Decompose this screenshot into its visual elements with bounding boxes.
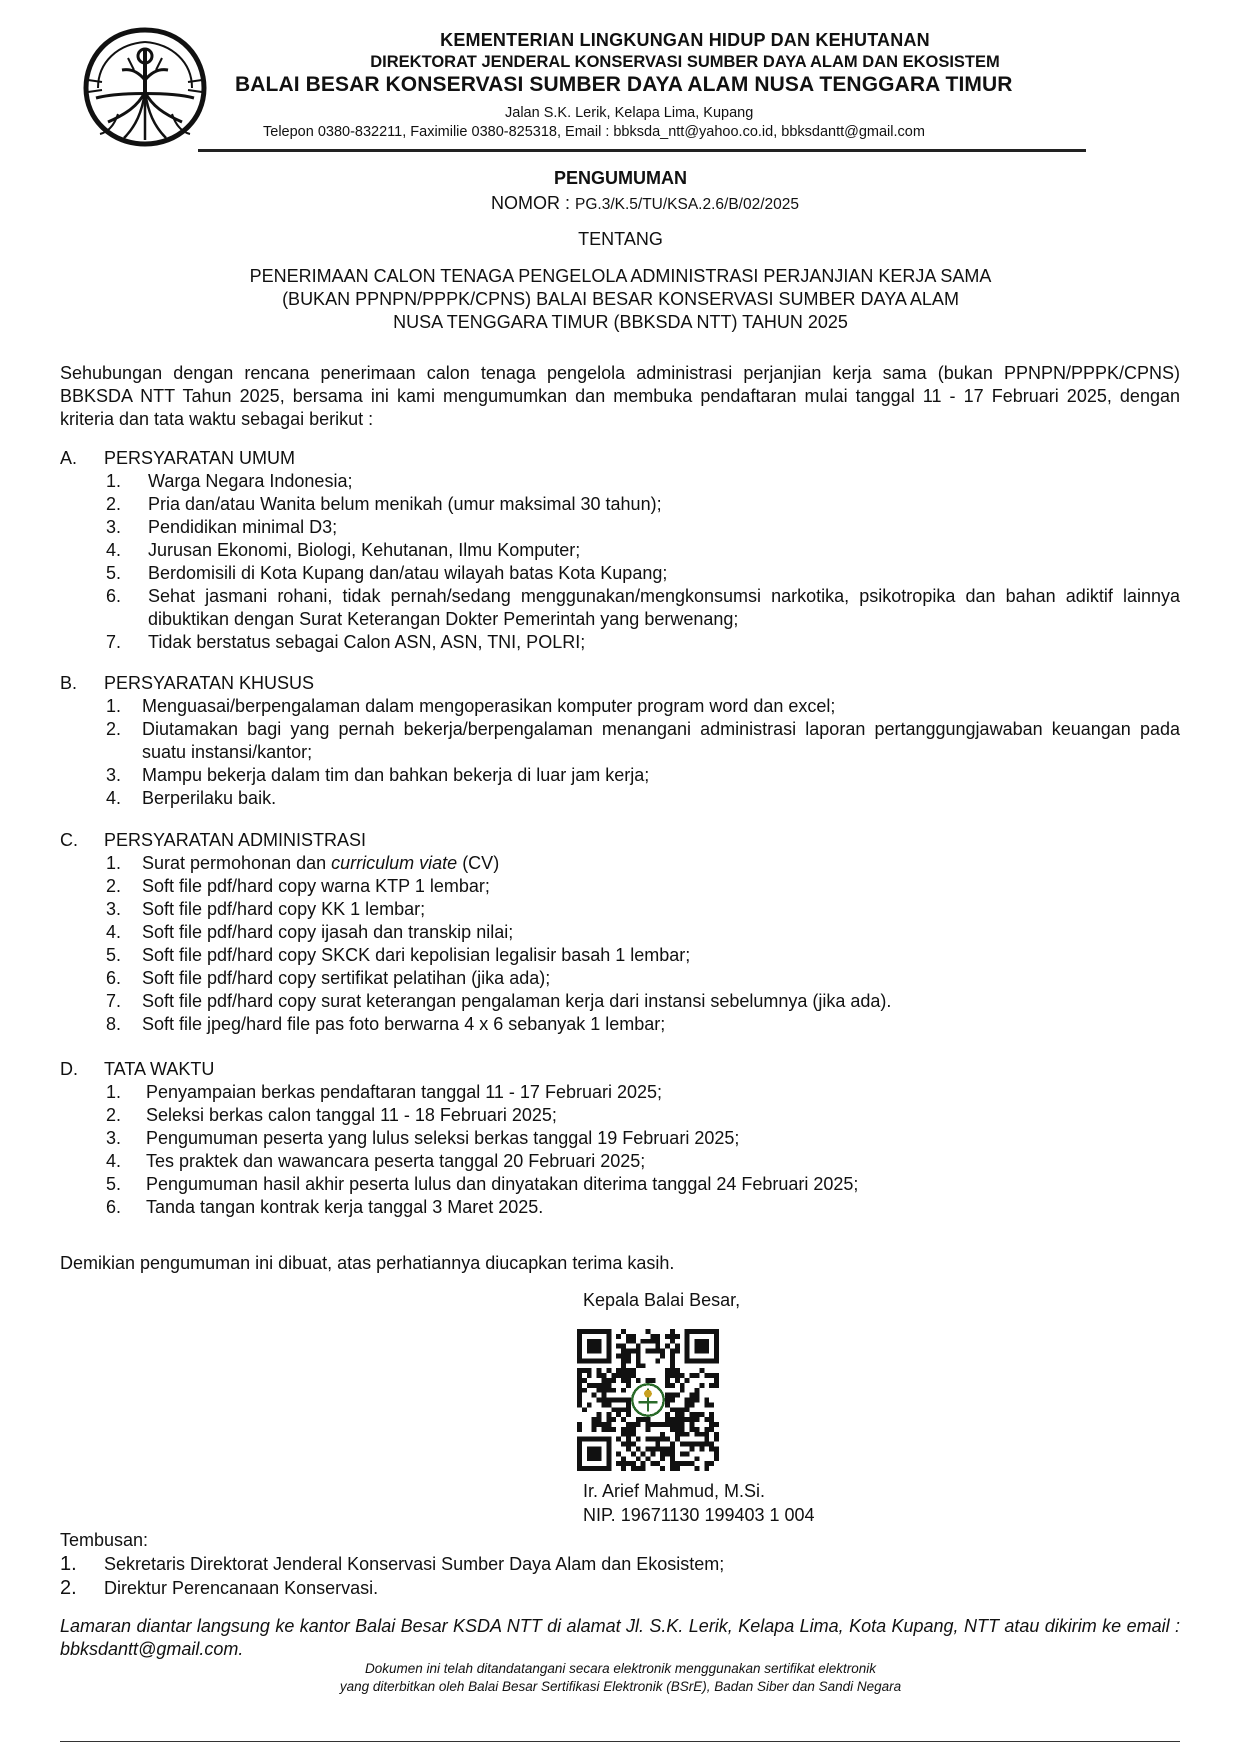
item-text: Jurusan Ekonomi, Biologi, Kehutanan, Ilmu Komputer; bbox=[148, 540, 581, 560]
list-item bbox=[60, 921, 1180, 944]
list-item bbox=[60, 1576, 724, 1600]
application-note: Lamaran diantar langsung ke kantor Balai Besar KSDA NTT di alamat Jl. S.K. Lerik, Kelapa Lima, Kota Kupang, NTT atau dikirim ke email : bbksdantt@gmail.com. bbox=[60, 1616, 1180, 1659]
intro-paragraph: Sehubungan dengan rencana penerimaan calon tenaga pengelola administrasi perjanjian kerja sama (bukan PPNPN/PPPK/CPNS) BBKSDA NTT Tahun 2025, bersama ini kami mengumumkan dan membuka pendaftaran mulai tanggal 11 - 17 Februari 2025, dengan kriteria dan tata waktu sebagai berikut : bbox=[60, 363, 1180, 429]
list-item bbox=[60, 493, 1180, 516]
item-number: 4. bbox=[106, 788, 122, 808]
list-item bbox=[60, 875, 1180, 898]
item-text: Direktur Perencanaan Konservasi. bbox=[104, 1578, 379, 1598]
item-text: Tanda tangan kontrak kerja tanggal 3 Maret 2025. bbox=[146, 1197, 544, 1217]
section-letter: D. bbox=[60, 1059, 78, 1079]
list-item bbox=[60, 1196, 1180, 1219]
item-number: 3. bbox=[106, 1128, 122, 1148]
announcement-title: PENGUMUMAN bbox=[554, 168, 687, 188]
list-item bbox=[60, 516, 1180, 539]
requirement-list bbox=[60, 470, 1180, 654]
list-item bbox=[60, 1173, 1180, 1196]
number-label: NOMOR : bbox=[491, 193, 575, 213]
signatory-nip: NIP. 19671130 199403 1 004 bbox=[583, 1505, 815, 1525]
signatory-name: Ir. Arief Mahmud, M.Si. bbox=[583, 1481, 766, 1501]
item-text: Soft file pdf/hard copy sertifikat pelatihan (jika ada); bbox=[142, 968, 551, 988]
item-text: Soft file jpeg/hard file pas foto berwarna 4 x 6 sebanyak 1 lembar; bbox=[142, 1014, 666, 1034]
letterhead bbox=[235, 30, 1095, 140]
item-number: 6. bbox=[106, 968, 122, 988]
list-item bbox=[60, 990, 1180, 1013]
item-text: Warga Negara Indonesia; bbox=[148, 471, 353, 491]
section-heading bbox=[60, 1058, 1180, 1081]
section-letter: B. bbox=[60, 673, 78, 693]
item-number: 4. bbox=[106, 1151, 122, 1171]
announcement-number bbox=[491, 193, 799, 214]
item-number: 1. bbox=[60, 1553, 77, 1575]
item-number: 1. bbox=[106, 853, 122, 873]
office-contact: Telepon 0380-832211, Faximilie 0380-825318, Email : bbksda_ntt@yahoo.co.id, bbksdantt@gmail.com bbox=[263, 124, 925, 140]
list-item bbox=[60, 718, 1180, 764]
item-number: 5. bbox=[106, 1174, 122, 1194]
section-administrative-requirements bbox=[60, 829, 1180, 1036]
list-item bbox=[60, 852, 1180, 875]
number-value: PG.3/K.5/TU/KSA.2.6/B/02/2025 bbox=[575, 196, 800, 213]
section-heading bbox=[60, 672, 1180, 695]
list-item bbox=[60, 1104, 1180, 1127]
item-number: 3. bbox=[106, 517, 122, 537]
item-number: 4. bbox=[106, 540, 122, 560]
list-item bbox=[60, 562, 1180, 585]
ministry-logo-icon bbox=[78, 22, 212, 152]
item-number: 3. bbox=[106, 765, 122, 785]
list-item bbox=[60, 695, 1180, 718]
item-text: Sehat jasmani rohani, tidak pernah/sedang menggunakan/mengkonsumsi narkotika, psikotropika dan bahan adiktif lainnya dibuktikan dengan Surat Keterangan Dokter Pemerintah yang berwenang; bbox=[148, 586, 1180, 629]
item-text: Berdomisili di Kota Kupang dan/atau wilayah batas Kota Kupang; bbox=[148, 563, 668, 583]
item-text-italic: curriculum viate bbox=[331, 853, 458, 873]
carbon-copy-section bbox=[60, 1528, 724, 1600]
item-text: Pengumuman peserta yang lulus seleksi berkas tanggal 19 Februari 2025; bbox=[146, 1128, 740, 1148]
signatory-block bbox=[583, 1479, 815, 1527]
list-item bbox=[60, 967, 1180, 990]
item-text: Seleksi berkas calon tanggal 11 - 18 Februari 2025; bbox=[146, 1105, 557, 1125]
timeline-list bbox=[60, 1081, 1180, 1219]
section-title: PERSYARATAN UMUM bbox=[104, 448, 296, 468]
item-number: 1. bbox=[106, 471, 122, 491]
item-text: Menguasai/berpengalaman dalam mengoperasikan komputer program word dan excel; bbox=[142, 696, 836, 716]
item-text: Pendidikan minimal D3; bbox=[148, 517, 338, 537]
qr-code-icon bbox=[577, 1329, 719, 1471]
section-heading bbox=[60, 447, 1180, 470]
item-number: 1. bbox=[106, 1082, 122, 1102]
esign-line: yang diterbitkan oleh Balai Besar Sertifikasi Elektronik (BSrE), Badan Siber dan Sandi Negara bbox=[339, 1679, 902, 1694]
signatory-position: Kepala Balai Besar, bbox=[583, 1290, 741, 1310]
item-number: 2. bbox=[106, 876, 122, 896]
section-specific-requirements bbox=[60, 672, 1180, 810]
list-item bbox=[60, 585, 1180, 631]
requirement-list bbox=[60, 695, 1180, 810]
section-letter: A. bbox=[60, 448, 78, 468]
section-letter: C. bbox=[60, 830, 78, 850]
item-number: 2. bbox=[106, 719, 122, 739]
item-text: Pria dan/atau Wanita belum menikah (umur maksimal 30 tahun); bbox=[148, 494, 662, 514]
item-text: Soft file pdf/hard copy KK 1 lembar; bbox=[142, 899, 426, 919]
list-item bbox=[60, 1127, 1180, 1150]
item-text: Tidak berstatus sebagai Calon ASN, ASN, TNI, POLRI; bbox=[148, 632, 586, 652]
announcement-subject bbox=[0, 265, 1241, 334]
about-label: TENTANG bbox=[578, 229, 663, 249]
list-item bbox=[60, 898, 1180, 921]
item-text: Tes praktek dan wawancara peserta tanggal 20 Februari 2025; bbox=[146, 1151, 646, 1171]
item-text: Sekretaris Direktorat Jenderal Konservasi Sumber Daya Alam dan Ekosistem; bbox=[104, 1554, 725, 1574]
subject-line: PENERIMAAN CALON TENAGA PENGELOLA ADMINISTRASI PERJANJIAN KERJA SAMA bbox=[249, 266, 992, 286]
list-item bbox=[60, 470, 1180, 493]
item-text: Penyampaian berkas pendaftaran tanggal 11 - 17 Februari 2025; bbox=[146, 1082, 663, 1102]
item-number: 3. bbox=[106, 899, 122, 919]
list-item bbox=[60, 1081, 1180, 1104]
item-text: Mampu bekerja dalam tim dan bahkan bekerja di luar jam kerja; bbox=[142, 765, 650, 785]
list-item bbox=[60, 631, 1180, 654]
subject-line: NUSA TENGGARA TIMUR (BBKSDA NTT) TAHUN 2025 bbox=[393, 312, 848, 332]
item-number: 2. bbox=[106, 494, 122, 514]
item-number: 8. bbox=[106, 1014, 122, 1034]
subject-line: (BUKAN PPNPN/PPPK/CPNS) BALAI BESAR KONSERVASI SUMBER DAYA ALAM bbox=[282, 289, 959, 309]
section-heading bbox=[60, 829, 1180, 852]
list-item bbox=[60, 787, 1180, 810]
item-number: 7. bbox=[106, 991, 122, 1011]
list-item bbox=[60, 1013, 1180, 1036]
list-item bbox=[60, 944, 1180, 967]
requirement-list bbox=[60, 852, 1180, 1036]
list-item bbox=[60, 764, 1180, 787]
directorate-name: DIREKTORAT JENDERAL KONSERVASI SUMBER DAYA ALAM DAN EKOSISTEM bbox=[370, 53, 1000, 71]
item-number: 5. bbox=[106, 563, 122, 583]
list-item bbox=[60, 1150, 1180, 1173]
footer-divider bbox=[60, 1741, 1180, 1742]
office-address: Jalan S.K. Lerik, Kelapa Lima, Kupang bbox=[505, 105, 754, 121]
item-text: Soft file pdf/hard copy ijasah dan transkip nilai; bbox=[142, 922, 514, 942]
section-title: PERSYARATAN ADMINISTRASI bbox=[104, 830, 367, 850]
item-text: Soft file pdf/hard copy warna KTP 1 lembar; bbox=[142, 876, 490, 896]
list-item bbox=[60, 539, 1180, 562]
closing-sentence: Demikian pengumuman ini dibuat, atas perhatiannya diucapkan terima kasih. bbox=[60, 1253, 675, 1273]
section-general-requirements bbox=[60, 447, 1180, 654]
section-title: TATA WAKTU bbox=[104, 1059, 215, 1079]
item-number: 4. bbox=[106, 922, 122, 942]
item-text-part: Surat permohonan dan bbox=[142, 853, 332, 873]
item-number: 2. bbox=[60, 1577, 77, 1599]
item-number: 1. bbox=[106, 696, 122, 716]
item-number: 6. bbox=[106, 586, 122, 606]
item-text: Pengumuman hasil akhir peserta lulus dan dinyatakan diterima tanggal 24 Februari 2025; bbox=[146, 1174, 859, 1194]
ministry-name: KEMENTERIAN LINGKUNGAN HIDUP DAN KEHUTANAN bbox=[440, 30, 930, 50]
item-text: Berperilaku baik. bbox=[142, 788, 277, 808]
item-number: 2. bbox=[106, 1105, 122, 1125]
item-text: Soft file pdf/hard copy SKCK dari kepolisian legalisir basah 1 lembar; bbox=[142, 945, 691, 965]
carbon-copy-title: Tembusan: bbox=[60, 1530, 149, 1550]
item-text bbox=[142, 852, 1180, 875]
item-number: 5. bbox=[106, 945, 122, 965]
office-name: BALAI BESAR KONSERVASI SUMBER DAYA ALAM NUSA TENGGARA TIMUR bbox=[235, 73, 1013, 96]
esign-line: Dokumen ini telah ditandatangani secara elektronik menggunakan sertifikat elektronik bbox=[364, 1661, 877, 1676]
item-text-part: (CV) bbox=[457, 853, 500, 873]
letterhead-divider bbox=[198, 149, 1086, 152]
section-timeline bbox=[60, 1058, 1180, 1219]
item-text: Diutamakan bagi yang pernah bekerja/berpengalaman menangani administrasi laporan pertanggungjawaban keuangan pada suatu instansi/kantor; bbox=[142, 719, 1180, 762]
item-number: 7. bbox=[106, 632, 122, 652]
list-item bbox=[60, 1552, 724, 1576]
section-title: PERSYARATAN KHUSUS bbox=[104, 673, 315, 693]
item-number: 6. bbox=[106, 1197, 122, 1217]
item-text: Soft file pdf/hard copy surat keterangan pengalaman kerja dari instansi sebelumnya (jika ada). bbox=[142, 991, 892, 1011]
electronic-signature-notice bbox=[0, 1660, 1241, 1696]
